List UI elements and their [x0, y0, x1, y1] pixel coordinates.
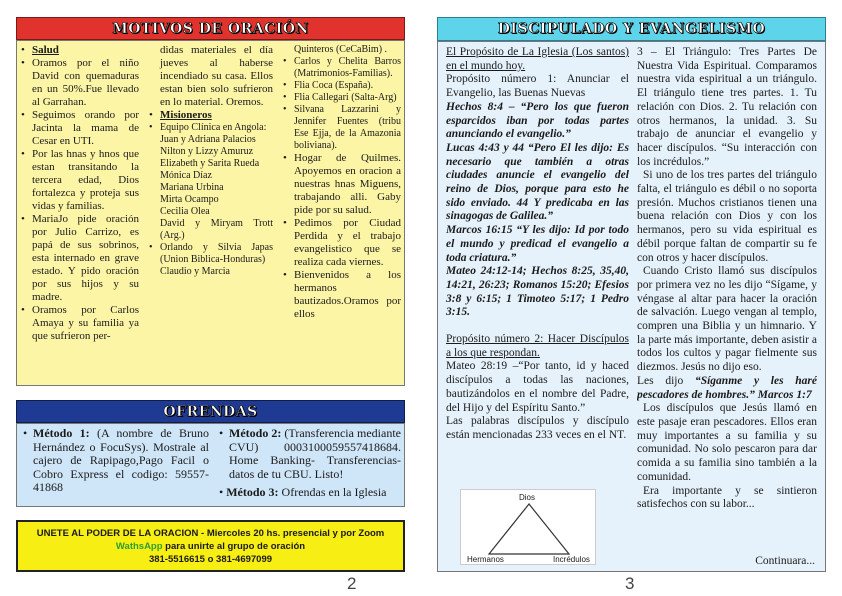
paragraph: Era importante y se sintieron satisfechos con su labor... — [637, 484, 817, 511]
metodo-1-text: (A nombre de Bruno Hernández o FocuSys). Mostrale al cajero de Rapipago,Pago Facil o Cobro Express el codigo: 59557-41868 — [33, 426, 209, 494]
metodo-2 — [219, 427, 401, 481]
banner-line-2 — [18, 540, 403, 553]
ofrendas-panel — [16, 423, 405, 507]
prayer-item: Mónica Díaz — [160, 170, 212, 181]
prayer-item: • Hogar de Quilmes. Apoyemos en oracion a nuestras hnas Miguens, trabajando alli. Gaby pide por su salud. — [283, 152, 401, 217]
metodo-3-text: Ofrendas en la Iglesia — [278, 485, 387, 499]
motivos-title: MOTIVOS DE ORACIÓN — [112, 20, 309, 37]
prayer-item: Elizabeth y Sarita Rueda — [160, 158, 260, 169]
paragraph: Si uno de los tres partes del triángulo falta, el triángulo es débil o no soporta presión. Muchos cristianos tienen una buena relación con Dios y con los hermanos, pero su vida espiritual es débil porque faltan de compartir su fe con otros y hacer discípulos. — [637, 169, 817, 264]
continue-label: Continuara... — [755, 555, 815, 567]
bullet: • — [219, 485, 227, 499]
metodo-3 — [219, 486, 401, 500]
prayer-item: • Flia Callegari (Salta-Arg) — [283, 92, 401, 104]
prayer-item: Mirta Ocampo — [160, 194, 219, 205]
ofrendas-title: OFRENDAS — [163, 403, 258, 420]
prayer-item: • MariaJo pide oración por Julio Carrizo, es papá de sus sobrinos, esta internado en grave estado. Y pido oración por sus hijos y su madre. — [21, 213, 139, 304]
prayer-item: • Salud — [21, 44, 139, 57]
triangle-shape — [489, 504, 569, 554]
prayer-item: • Orlando y Silvia Japas (Union Biblica-Honduras) — [149, 242, 273, 266]
triangle-left-label: Hermanos — [467, 555, 504, 564]
prayer-banner — [16, 520, 405, 572]
prayer-item: • Por las hnas y hnos que estan transitando la tercera edad, Dios fortalezca y proteja sus vidas y familias. — [21, 148, 139, 213]
metodo-1-label: Método 1: — [33, 426, 90, 440]
banner-phones: 381-5516615 o 381-4697099 — [148, 554, 273, 565]
prayer-item: • Bienvenidos a los hermanos bautizados.Oramos por ellos — [283, 269, 401, 321]
triangle-right-label: Incrédulos — [553, 555, 590, 564]
prayer-item: Claudio y Marcia — [160, 266, 230, 277]
triangle-diagram — [460, 489, 596, 565]
paragraph: Propósito número 1: Anunciar el Evangelio, las Buenas Nuevas — [446, 73, 629, 100]
motivos-col-2 — [149, 44, 273, 384]
prayer-item: • Flia Coca (España). — [283, 80, 401, 92]
ofrendas-header — [16, 400, 405, 423]
prayer-item: • Seguimos orando por Jacinta la mama de Cesar en UTI. — [21, 109, 139, 148]
prayer-item: • Silvana Lazzarini y Jennifer Fuentes (tribu Ese Ejja, de la Amazonia boliviana). — [283, 104, 401, 152]
prayer-item: David y Miryam Trott (Arg.) — [160, 218, 273, 241]
paragraph — [446, 320, 629, 333]
prayer-item: Juan y Adriana Palacios — [160, 134, 256, 145]
bullet: • — [23, 426, 28, 440]
prayer-item: • Equipo Clínica en Angola: — [149, 122, 273, 134]
motivos-header — [16, 17, 405, 40]
prayer-item: • Oramos por el niño David con quemaduras en un 50%.Fue llevado al Garrahan. — [21, 57, 139, 109]
prayer-item: • Misioneros — [149, 109, 273, 122]
paragraph: 3 – El Triángulo: Tres Partes De Nuestra Vida Espiritual. Comparamos nuestra vida espiritual a un triángulo. El triángulo tiene tres partes. 1. Tu relación con Dios. 2. Tu relación con otros hermanos, la unidad. 3. Su trabajo de anunciar el evangelio y hacer discípulos. “Su interacción con los incrédulos.” — [637, 46, 817, 168]
paragraph: Hechos 8:4 – “Pero los que fueron esparcidos iban por todas partes anunciando el evangelio.” — [446, 100, 629, 141]
prayer-item: didas materiales el día jueves al haberse incendiado su casa. Ellos estan bien solo sufrieron en lo material. Oremos. — [160, 44, 273, 108]
motivos-col-1 — [21, 44, 139, 384]
paragraph: Lucas 4:43 y 44 “Pero El les dijo: Es necesario que también a otras ciudades anuncie el evangelio del reino de Dios, porque para esto he sido enviado. 44 Y predicaba en las sinagogas de Galilea.” — [446, 141, 629, 223]
bullet: • — [219, 426, 224, 440]
prayer-item: • Oramos por Carlos Amaya y su familia ya que sufrieron per- — [21, 304, 139, 343]
metodo-2-text: (Transferencia mediante CVU) 0003100059557418684. Home Banking- Transferencias-datos de tu CBU. Listo! — [229, 426, 401, 481]
page-number-left: 2 — [347, 574, 357, 593]
whatsapp-label: WathsApp — [115, 541, 163, 552]
prayer-item: • Carlos y Chelita Barros (Matrimonios-Familias). — [283, 56, 401, 80]
discipulado-header — [437, 17, 826, 41]
paragraph: Mateo 24:12-14; Hechos 8:25, 35,40, 14:21, 26:23; Romanos 15:20; Efesios 3:8 y 6:15; 1 Timoteo 5:17; 1 Pedro 3:15. — [446, 265, 629, 319]
prayer-item: Cecilia Olea — [160, 206, 210, 217]
metodo-2-label: Método 2: — [229, 426, 282, 440]
paragraph: El Propósito de La Iglesia (Los santos) en el mundo hoy. — [446, 46, 629, 72]
paragraph: Los discípulos que Jesús llamó en este pasaje eran pescadores. Ellos eran muy importantes a su familia y su comunidad. No solo pescaron para dar comida a su familia sino también a la comunidad. — [637, 402, 817, 483]
triangle-top-label: Dios — [519, 493, 536, 502]
discipulado-col-2 — [637, 46, 817, 552]
paragraph: Les dijo “Síganme y les haré pescadores de hombres.” Marcos 1:7 — [637, 374, 817, 401]
motivos-panel — [16, 40, 405, 386]
banner-line-2-text: para unirte al grupo de oración — [162, 541, 306, 552]
motivos-col-3 — [283, 44, 401, 384]
paragraph: Propósito número 2: Hacer Discípulos a los que respondan. — [446, 333, 629, 359]
paragraph: Marcos 16:15 “Y les dijo: Id por todo el mundo y predicad el evangelio a toda criatura.” — [446, 224, 629, 264]
discipulado-panel — [437, 41, 826, 572]
prayer-item: Quinteros (CeCaBim) . — [294, 44, 388, 55]
page-number-right: 3 — [625, 574, 635, 593]
metodo-1 — [23, 427, 209, 495]
prayer-item: Mariana Urbina — [160, 182, 224, 193]
prayer-item: • Pedimos por Ciudad Perdida y el trabajo evangelistico que se realiza cada viernes. — [283, 217, 401, 269]
paragraph: Mateo 28:19 –“Por tanto, id y haced discípulos a todas las naciones, bautizándolos en el nombre del Padre, del Hijo y del Espíritu Santo.” — [446, 360, 629, 414]
prayer-item: Nilton y Lizzy Amuruz — [160, 146, 254, 157]
paragraph: Cuando Cristo llamó sus discípulos por primera vez no les dijo “Sígame, y véngase al altar para hacer la oración de salvación. Luego vengan al templo, compren una Biblia y un himnario. Y la parte más importante, deben asistir a todos los cultos y pagar fielmente sus diezmos. Jesús no dijo eso. — [637, 265, 817, 374]
discipulado-title: DISCIPULADO Y EVANGELISMO — [497, 21, 766, 37]
discipulado-col-1 — [446, 46, 629, 486]
metodo-3-label: Método 3: — [226, 485, 279, 499]
paragraph: Las palabras discípulos y discípulo están mencionadas 233 veces en el NT. — [446, 415, 629, 441]
banner-line-1: UNETE AL PODER DE LA ORACION - Miercoles 20 hs. presencial y por Zoom — [36, 528, 385, 539]
